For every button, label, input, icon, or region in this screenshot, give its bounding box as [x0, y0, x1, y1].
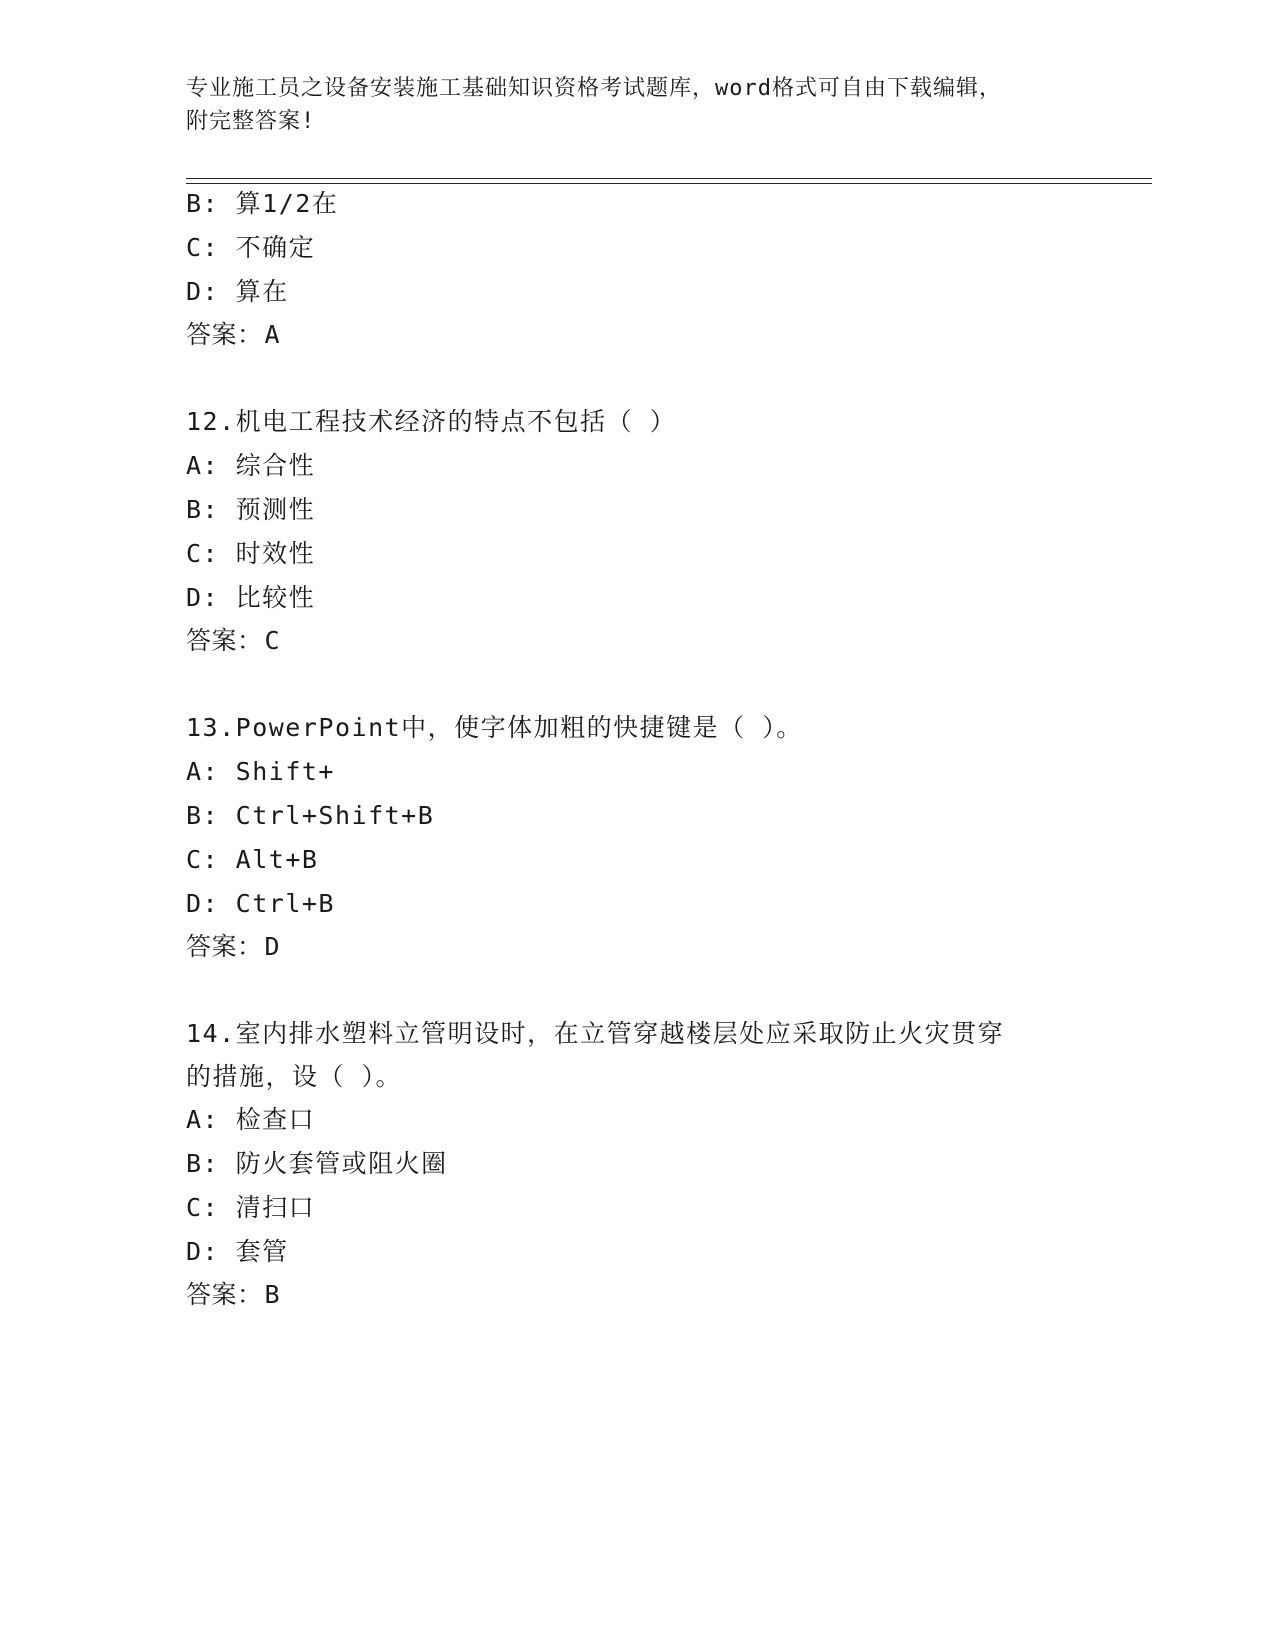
- option-text: 清扫口: [235, 1193, 316, 1222]
- question-stem: 14.室内排水塑料立管明设时，在立管穿越楼层处应采取防止火灾贯穿: [186, 1019, 1005, 1048]
- option-text: 预测性: [235, 495, 316, 524]
- option-label: D:: [186, 277, 220, 306]
- option-label: B:: [186, 1149, 220, 1178]
- option-text: Alt+B: [235, 845, 319, 874]
- option-c: [186, 1193, 1086, 1223]
- option-d: [186, 277, 1086, 307]
- option-label: A:: [186, 757, 220, 786]
- option-a: [186, 1105, 1086, 1135]
- option-text: Ctrl+B: [235, 889, 335, 918]
- option-label: B:: [186, 189, 220, 218]
- question-stem: 13.PowerPoint中，使字体加粗的快捷键是（ ）。: [186, 713, 803, 742]
- option-text: 时效性: [235, 539, 316, 568]
- option-label: A:: [186, 1105, 220, 1134]
- option-c: [186, 539, 1086, 569]
- option-a: [186, 451, 1086, 481]
- option-text: 不确定: [235, 233, 316, 262]
- option-c: [186, 233, 1086, 263]
- option-text: 比较性: [235, 583, 316, 612]
- answer-line: [186, 1280, 1086, 1310]
- answer-label: 答案：: [186, 320, 263, 349]
- option-label: B:: [186, 495, 220, 524]
- option-label: B:: [186, 801, 220, 830]
- option-text: 综合性: [235, 451, 316, 480]
- answer-label: 答案：: [186, 932, 263, 961]
- option-c: [186, 845, 1086, 875]
- option-b: [186, 1149, 1086, 1179]
- question-stem: 12.机电工程技术经济的特点不包括（ ）: [186, 407, 677, 436]
- option-label: C:: [186, 233, 220, 262]
- header-line-1: 专业施工员之设备安装施工基础知识资格考试题库，word格式可自由下载编辑，: [186, 76, 1002, 101]
- option-label: D:: [186, 1237, 220, 1266]
- page-header: [186, 72, 1066, 138]
- option-b: [186, 801, 1086, 831]
- answer-value: C: [264, 626, 281, 655]
- answer-value: A: [264, 320, 281, 349]
- option-text: 套管: [235, 1237, 289, 1266]
- answer-value: B: [264, 1280, 281, 1309]
- option-text: 防火套管或阻火圈: [235, 1149, 448, 1178]
- option-label: D:: [186, 889, 220, 918]
- option-label: C:: [186, 1193, 220, 1222]
- answer-line: [186, 932, 1086, 962]
- answer-label: 答案：: [186, 626, 263, 655]
- option-text: 算在: [235, 277, 289, 306]
- header-divider: [186, 178, 1152, 184]
- option-label: D:: [186, 583, 220, 612]
- option-text: 算1/2在: [235, 189, 339, 218]
- header-line-2: 附完整答案!: [186, 109, 316, 134]
- answer-value: D: [264, 932, 281, 961]
- answer-line: [186, 626, 1086, 656]
- option-d: [186, 583, 1086, 613]
- option-text: Shift+: [235, 757, 335, 786]
- option-label: A:: [186, 451, 220, 480]
- answer-line: [186, 320, 1086, 350]
- answer-label: 答案：: [186, 1280, 263, 1309]
- option-label: C:: [186, 539, 220, 568]
- option-d: [186, 1237, 1086, 1267]
- option-a: [186, 757, 1086, 787]
- option-d: [186, 889, 1086, 919]
- question-stem-continued: 的措施，设（ ）。: [186, 1062, 403, 1091]
- option-b: [186, 495, 1086, 525]
- option-text: Ctrl+Shift+B: [235, 801, 435, 830]
- option-text: 检查口: [235, 1105, 316, 1134]
- option-b: [186, 189, 1086, 219]
- option-label: C:: [186, 845, 220, 874]
